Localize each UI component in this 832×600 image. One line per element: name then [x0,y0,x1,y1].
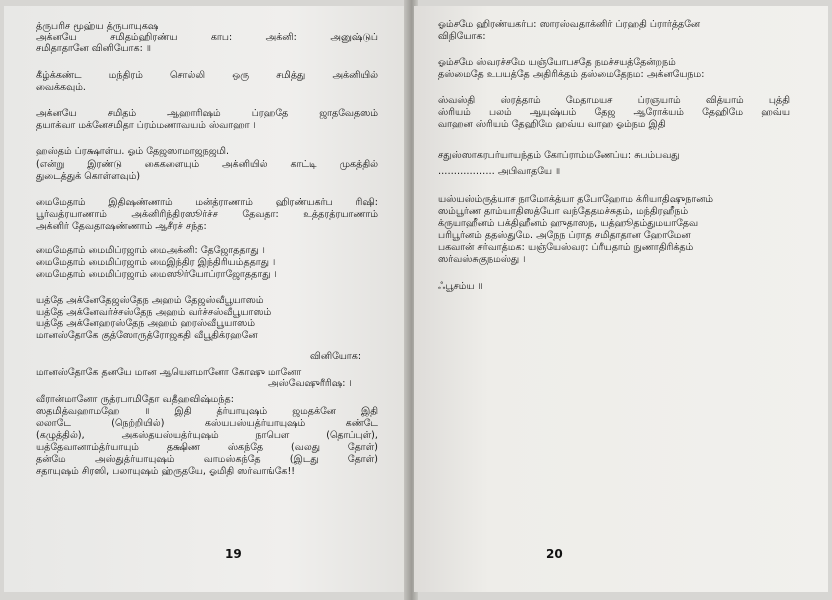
text-line: (கழுத்தில்), அகஸ்தயஸ்யத்ர்யுஷம் நாபௌ (தொப்புள்), [36,430,378,441]
text-line: ஓம்சமே ஹிரண்யகர்ப: ஸாரஸ்வதாக்னிர் ப்ரஹதி ப்ரார்த்தனே [438,19,701,30]
text-line: ஓம்சமே ஸ்வரச்சமே யஞ்யோபசதே நமச்சயத்தேன்றநம் [438,57,676,68]
text-line: யத்தேவானாம்த்ர்யாயும் தக்ஷிண ஸ்கந்தே (வலது தோள்) [36,442,378,453]
text-line: வினியோக: [310,351,362,362]
text-line: யஸ்யஸ்ம்ருத்யாச நாமோக்த்யா தபோஹோம க்ரியாதிஷுநானம் [438,194,714,205]
text-line: (என்று இரண்டு கைகளையும் அக்னியில் காட்டி முகத்தில் [36,159,378,170]
text-line: அக்னிர் தேவதாஷண்ணாம் ஆசீரச் சந்த: [36,221,207,232]
text-line: பகவான் சர்வாத்மக: யஞ்யேஸ்வர: ப்ரீயதாம் நுணாதிரிக்தம் [438,242,694,253]
right-page [414,6,828,592]
text-line: தயாக்வா மக்னேசமிதா ப்ரம்மணாவயம் ஸ்வாஹா । [36,120,256,131]
page-number: 20 [546,547,563,561]
text-line: மைமேதாம் மைமிப்ரஜாம் மைஇந்திர இந்திரியம்ததாது । [36,257,276,268]
page-number: 19 [225,547,242,561]
text-line: பரிபூர்னம் ததஸ்துமே. அநேந ப்ராத சமிதாதான ஹோமேன [438,230,691,241]
text-line: துடைத்துக் கொள்ளவும்) [36,171,141,182]
text-line: யத்தே அக்னேதேஜஸ்தேந அஹம் தேஜஸ்வீபூயாஸம் [36,295,264,306]
text-line: சதாயுஷம் சிரஸி, பலாயுஷம் ஹ்ருதயே, ஓமிதி ஸர்வாங்கே!! [36,466,296,477]
text-line: மைமேதாம் இதிஷண்ணாம் மன்த்ராணாம் ஹிரண்யகர்ப ரிஷி: [36,197,378,208]
text-line: அக்னயே சமிதம்ஹிரண்ய காப: அக்னி: அனுஷ்டுப் [36,32,378,43]
text-line: மானஸ்தோகே தனயே மான ஆயௌமானோ கோஷு மானோ [36,367,302,378]
text-line: அஸ்வேஷுரீரிஷ: । [268,378,352,389]
text-line: யத்தே அக்னேவர்ச்சஸ்தேந அஹம் வர்ச்சஸ்வீபூயாஸம் [36,307,272,318]
text-line: சதுஸ்ஸாகரபர்யாயந்தம் கோப்ராம்மணேப்ய: சுபம்பவது [438,150,680,161]
text-line: ……………… அபிவாதயே ॥ [438,166,561,177]
text-line: லலாடே (நெற்றியில்) கஸ்யபஸ்யத்ர்யாயுஷம் கண்டே [36,418,378,429]
text-line: ஹஸ்தம் ப்ரக்ஷாள்ய. ஓம் தேஜஸாமாஜநஜமி. [36,146,230,157]
text-line: வாஹன ஸ்ரியம் தேஹிமே ஹவ்ய வாஹ ஓம்நம இதி [438,119,666,130]
text-line: மைமேதாம் மைமிப்ரஜாம் மைஅக்னி: தேஜோததாது । [36,245,265,256]
text-line: ஃபூசம்ய ॥ [438,281,483,292]
text-line: ஸதமித்வஹாமஹே ॥ இதி த்ர்யாயுஷம் ஜமதக்னே இதி [36,406,378,417]
text-line: தன்மே அஸ்துத்ர்யாயுஷம் வாமஸ்கந்தே (இடது தோள்) [36,454,378,465]
text-line: ஸர்வஸ்சுகுநமஸ்து । [438,254,526,265]
text-line: ஸம்பூர்ண தாம்யாதிஸத்யோ வந்தேதமச்சுதம், மந்திரஹீநம் [438,206,689,217]
text-line: த்ருபரிச மூஹ்ய த்ருபாயுகஷ [36,21,159,32]
text-line: பூர்வத்ரயாணாம் அக்னிரிந்திரஸூர்ச்ச தேவதா: உத்தரத்ரயாணாம் [36,209,378,220]
text-line: ஸ்வஸ்தி ஸ்ரத்தாம் மேதாமயச ப்ரஞயாம் வித்யாம் புத்தி [438,95,790,106]
text-line: சமிதாதானே வினியோக: ॥ [36,43,151,54]
text-line: கீழ்க்கண்ட மந்திரம் சொல்லி ஒரு சமித்து அக்னியில் [36,70,378,81]
text-line: அக்னயே சமிதம் ஆஹாரிஷம் ப்ரஹதே ஜாதவேதஸம் [36,108,378,119]
text-line: தஸ்மைதே உபயத்தே அதிரிக்தம் தஸ்மைதேநம: அக்னயேநம: [438,69,705,80]
text-line: மைமேதாம் மைமிப்ரஜாம் மைஸூர்யோப்ராஜோததாது । [36,269,277,280]
text-line: ஸ்ரியம் பலம் ஆயுஷ்யம் தேஜ ஆரோக்யம் தேஹிமே ஹவ்ய [438,107,790,118]
text-line: வைக்கவும். [36,82,86,93]
left-page [4,6,408,592]
text-line: வீரான்மானோ ருத்ரபாமிதோ வதீஹவிஷ்மந்த: [36,394,235,405]
text-line: க்ருயாஹீனம் பக்திஹீனம் ஹுதாஸந, யத்ஹூதம்துமயாதேவ [438,218,699,229]
text-line: மானஸ்தோகே குத்ஸோருத்ரோஜகதி வீபூதிக்ரஹனே [36,330,258,341]
text-line: விநியோக: [438,31,486,42]
text-line: யத்தே அக்னேஹரஸ்தேந அஹம் ஹரஸ்வீபூயாஸம் [36,318,255,329]
